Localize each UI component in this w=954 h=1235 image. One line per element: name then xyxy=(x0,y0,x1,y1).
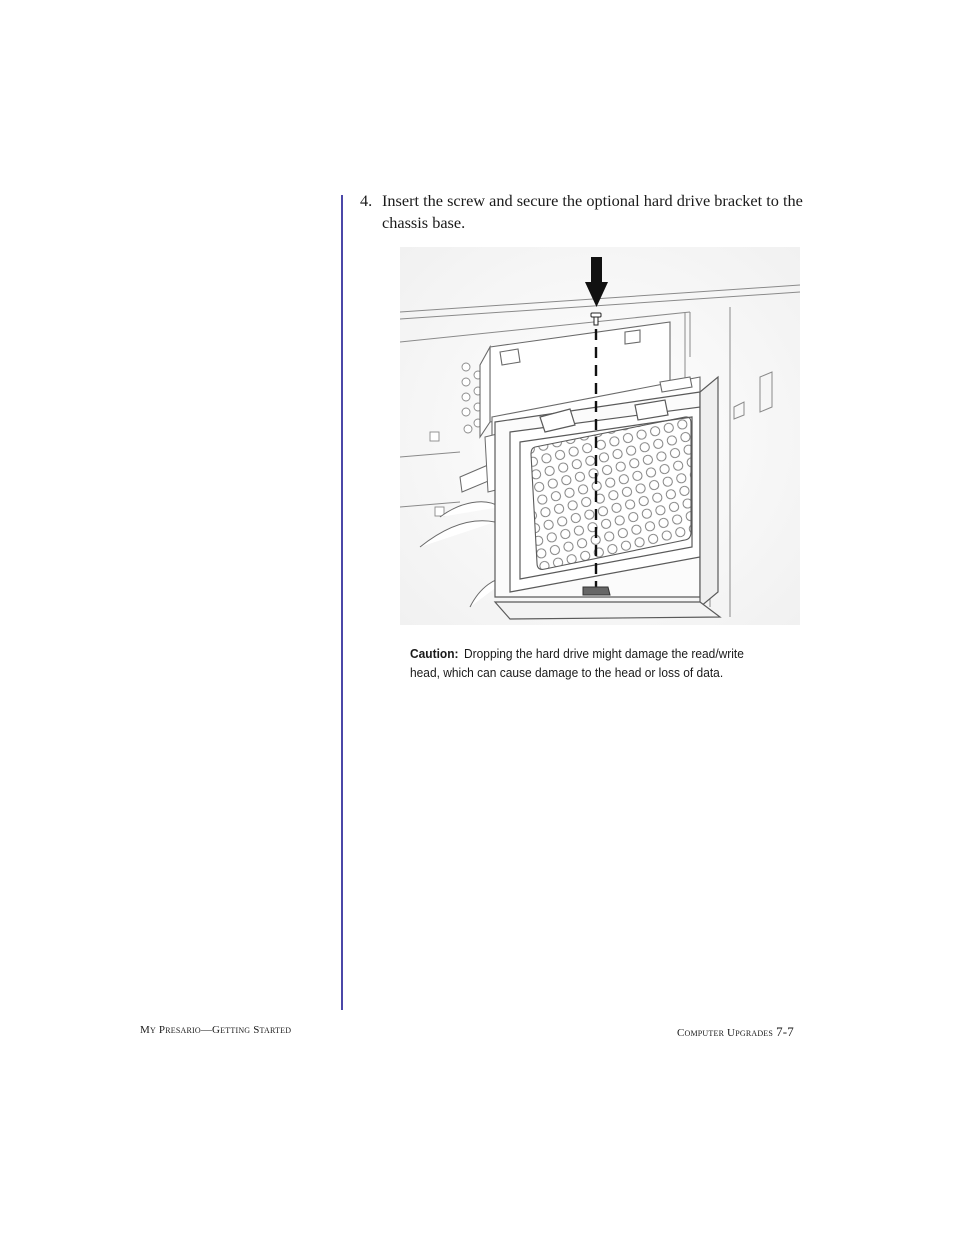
footer-section xyxy=(677,1024,794,1040)
hard-drive-bracket-illustration xyxy=(400,247,800,625)
step-text: Insert the screw and secure the optional hard drive bracket to the chassis base. xyxy=(382,191,803,232)
margin-rule xyxy=(341,195,343,1010)
step-4 xyxy=(360,190,805,234)
step-number: 4. xyxy=(360,191,373,210)
page-number: 7-7 xyxy=(776,1024,794,1039)
footer-book-title: My Presario—Getting Started xyxy=(140,1024,292,1036)
caution-note xyxy=(410,644,764,682)
base-clip xyxy=(583,587,610,595)
caution-text: Dropping the hard drive might damage the read/write head, which can cause damage to the head or loss of data. xyxy=(410,646,744,680)
footer-chapter: Computer Upgrades xyxy=(676,1027,774,1039)
caution-label: Caution: xyxy=(410,646,459,661)
